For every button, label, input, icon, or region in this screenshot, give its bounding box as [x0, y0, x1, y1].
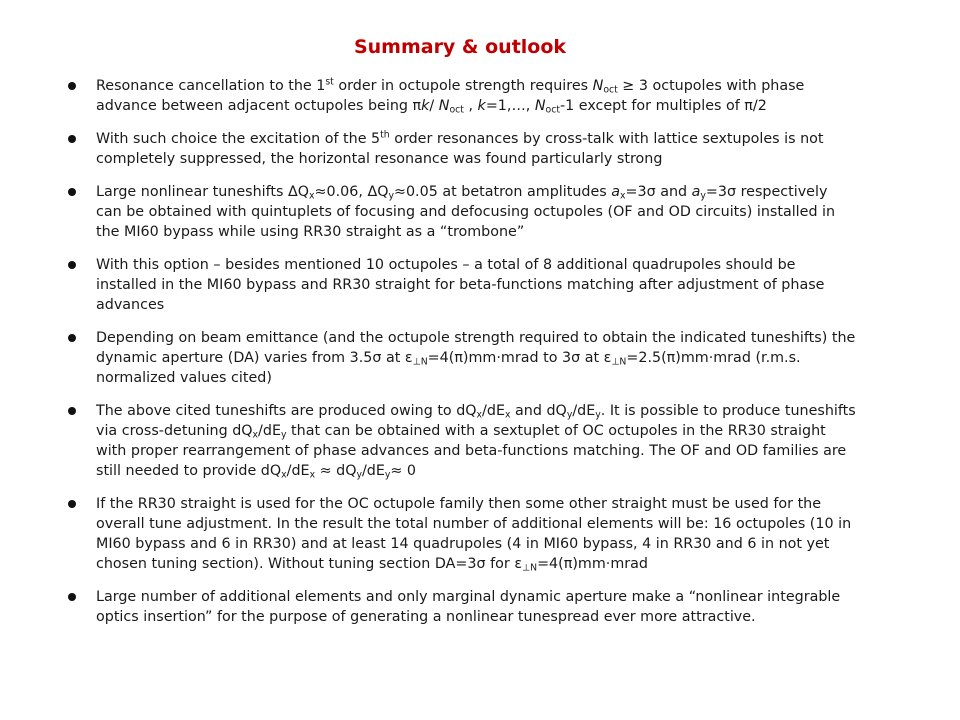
- bullet-text: [96, 131, 824, 167]
- bullet-text-segment: =4(π)mm·mrad to 3σ at ε: [427, 350, 612, 366]
- page-title: Summary & outlook: [353, 36, 567, 58]
- bullet-dot-icon: [68, 188, 76, 196]
- bullet-text-segment: With this option – besides mentioned 10 octupoles – a total of 8 additional quadrupoles should be installed in the MI60 bypass and RR30 straight for beta-functions matching after adjustment of phase advances: [96, 257, 825, 313]
- bullet-item: [66, 328, 856, 388]
- bullet-text-segment: a: [691, 184, 701, 200]
- bullet-text-segment: y: [566, 409, 573, 421]
- bullet-text-segment: . It is possible to produce tuneshifts via cross-detuning dQ: [96, 403, 856, 439]
- bullet-text-segment: /dE: [482, 403, 505, 419]
- bullet-text-segment: /: [429, 98, 439, 114]
- bullet-text-segment: /dE: [258, 423, 281, 439]
- bullet-text-segment: x: [476, 409, 483, 421]
- bullet-item: [66, 401, 856, 481]
- bullet-text-segment: ≈ 0: [390, 463, 417, 479]
- bullet-text-segment: N: [534, 98, 546, 114]
- bullet-text-segment: x: [252, 429, 259, 441]
- bullet-dot-icon: [68, 135, 76, 143]
- bullet-text: [96, 496, 851, 572]
- bullet-text-segment: If the RR30 straight is used for the OC octupole family then some other straight must be used for the overall tune adjustment. In the result the total number of additional elements will be: 16 octupoles (10 in MI60 bypass and 6 in RR30) and at least 14 quadrupoles (4 in MI60 bypass, 4 in RR30 and 6 in not yet chosen tuning section). Without tuning section DA=3σ for ε: [96, 496, 852, 572]
- bullet-text-segment: Large nonlinear tuneshifts ΔQ: [96, 184, 310, 200]
- bullet-text-segment: The above cited tuneshifts are produced owing to dQ: [96, 403, 477, 419]
- bullet-dot-icon: [68, 407, 76, 415]
- bullet-text-segment: ⊥N: [611, 356, 627, 368]
- bullet-text-segment: ⊥N: [412, 356, 428, 368]
- bullet-text-segment: =1,…,: [485, 98, 535, 114]
- bullet-text-segment: y: [384, 469, 391, 481]
- bullet-text-segment: π: [412, 98, 422, 114]
- bullet-item: [66, 587, 856, 627]
- bullet-text-segment: ≈ dQ: [315, 463, 357, 479]
- bullet-text-segment: x: [281, 469, 287, 481]
- bullet-text-segment: st: [325, 76, 334, 88]
- bullet-text-segment: /dE: [572, 403, 596, 419]
- bullet-text: [96, 184, 835, 240]
- bullet-text-segment: th: [380, 129, 390, 141]
- bullet-text-segment: ≈0.06, ΔQ: [314, 184, 389, 200]
- bullet-text-segment: -1 except for multiples of π/2: [559, 98, 767, 114]
- bullet-text-segment: Resonance cancellation to the 1: [96, 78, 326, 94]
- bullet-item: [66, 129, 856, 169]
- bullet-text-segment: ≥ 3 octupoles with phase advance between adjacent octupoles being: [96, 78, 805, 114]
- bullet-text: [96, 78, 804, 114]
- bullet-text-segment: ≈0.05 at betatron amplitudes: [393, 184, 612, 200]
- bullet-item: [66, 76, 856, 116]
- bullet-text-segment: x: [504, 409, 511, 421]
- bullet-text-segment: x: [620, 190, 626, 202]
- bullet-text-segment: k: [477, 98, 486, 114]
- bullet-text-segment: that can be obtained with a sextuplet of OC octupoles in the RR30 straight with proper rearrangement of phase advances and beta-functions matching. The OF and OD families are still needed to provide dQ: [96, 423, 847, 479]
- bullet-text: [96, 403, 856, 479]
- bullet-text-segment: =3σ and: [625, 184, 692, 200]
- bullet-text-segment: Large number of additional elements and only marginal dynamic aperture make a “nonlinear integrable optics insertion” for the purpose of generating a nonlinear tunespread ever more attractive.: [96, 589, 841, 625]
- bullet-text-segment: y: [388, 190, 394, 202]
- bullet-text: [96, 257, 824, 313]
- bullet-text-segment: y: [700, 190, 706, 202]
- bullet-text-segment: and dQ: [510, 403, 567, 419]
- bullet-text-segment: order resonances by cross-talk with lattice sextupoles is not completely suppressed, the horizontal resonance was found particularly strong: [96, 131, 824, 167]
- bullet-text-segment: y: [595, 409, 601, 421]
- bullet-text-segment: oct: [449, 104, 464, 116]
- bullet-text-segment: /dE: [361, 463, 385, 479]
- bullet-dot-icon: [68, 261, 76, 269]
- bullet-text-segment: =4(π)mm·mrad: [537, 556, 648, 572]
- bullet-text-segment: order in octupole strength requires: [333, 78, 593, 94]
- bullet-item: [66, 182, 856, 242]
- bullet-item: [66, 494, 856, 574]
- bullet-item: [66, 255, 856, 315]
- bullet-text-segment: N: [592, 78, 604, 94]
- bullet-text-segment: x: [309, 190, 315, 202]
- bullet-text: [96, 330, 855, 386]
- bullet-text-segment: /dE: [286, 463, 310, 479]
- bullet-text-segment: y: [280, 429, 287, 441]
- bullet-text-segment: With such choice the excitation of the 5: [96, 131, 381, 147]
- bullet-dot-icon: [68, 334, 76, 342]
- bullet-dot-icon: [68, 82, 76, 90]
- bullet-text-segment: Depending on beam emittance (and the octupole strength required to obtain the indicated tuneshifts) the dynamic aperture (DA) varies from 3.5σ at ε: [96, 330, 856, 366]
- bullet-dot-icon: [68, 500, 76, 508]
- bullet-text-segment: ,: [463, 98, 478, 114]
- bullet-text-segment: oct: [603, 84, 618, 96]
- bullet-text-segment: a: [611, 184, 621, 200]
- bullet-text-segment: ⊥N: [522, 562, 538, 574]
- bullet-text-segment: y: [356, 469, 362, 481]
- bullet-text-segment: oct: [545, 104, 560, 116]
- bullet-text: [96, 589, 840, 625]
- bullet-dot-icon: [68, 593, 76, 601]
- bullet-text-segment: k: [421, 98, 430, 114]
- bullet-list: [66, 76, 856, 640]
- bullet-text-segment: N: [438, 98, 450, 114]
- bullet-text-segment: =2.5(π)mm·mrad (r.m.s. normalized values cited): [96, 350, 801, 386]
- bullet-text-segment: =3σ respectively can be obtained with quintuplets of focusing and defocusing octupoles (OF and OD circuits) installed in the MI60 bypass while using RR30 straight as a “trombone”: [96, 184, 836, 240]
- bullet-text-segment: x: [309, 469, 316, 481]
